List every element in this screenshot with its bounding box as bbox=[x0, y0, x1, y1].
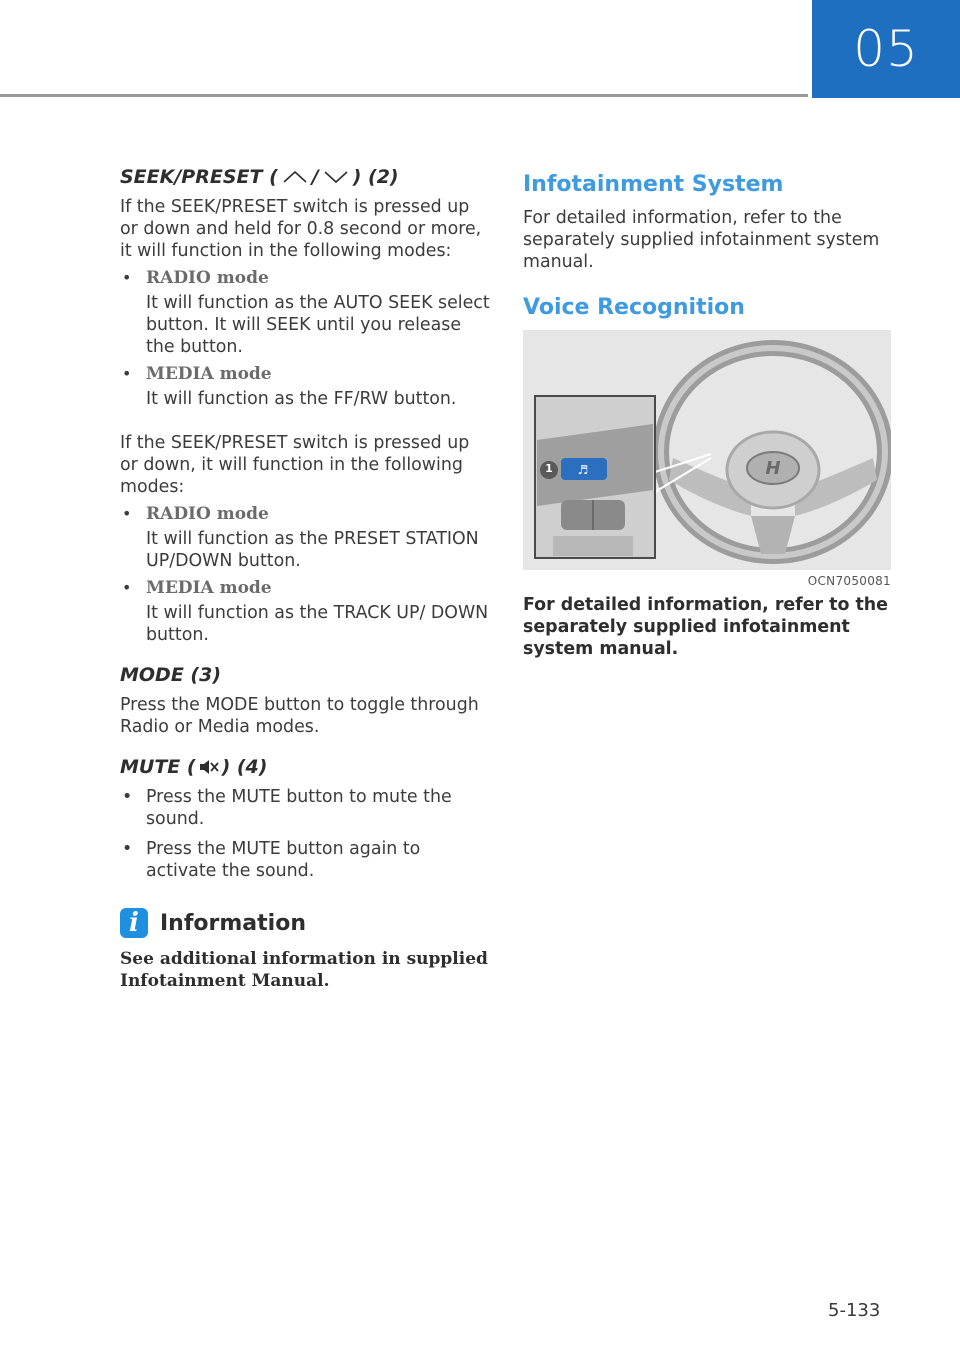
infotainment-text: For detailed information, refer to the separately supplied infotainment system manual. bbox=[523, 208, 880, 272]
mode-label: MEDIA mode bbox=[146, 578, 272, 598]
mute-heading-prefix: MUTE ( bbox=[120, 756, 196, 778]
figure-caption: OCN7050081 bbox=[807, 574, 891, 588]
hold-mode-radio-text: It will function as the AUTO SEEK select button. It will SEEK until you release the button. bbox=[146, 293, 490, 357]
bullet-dot: • bbox=[122, 839, 133, 859]
steering-wheel-figure bbox=[523, 330, 891, 570]
left-column bbox=[120, 166, 492, 992]
mute-speaker-icon bbox=[198, 757, 220, 777]
page-number: 5-133 bbox=[828, 1300, 881, 1321]
seek-hold-intro: If the SEEK/PRESET switch is pressed up or down and held for 0.8 second or more, it will function in the following modes: bbox=[120, 197, 482, 261]
seek-press-intro: If the SEEK/PRESET switch is pressed up or down, it will function in the following modes: bbox=[120, 433, 470, 497]
mode-heading: MODE (3) bbox=[120, 664, 222, 686]
seek-heading-prefix: SEEK/PRESET ( bbox=[120, 166, 278, 188]
up-arrow-icon bbox=[282, 170, 308, 184]
seek-heading-suffix: ) (2) bbox=[352, 166, 399, 188]
information-title: Information bbox=[160, 910, 306, 936]
information-text: See additional information in supplied Infotainment Manual. bbox=[120, 949, 488, 991]
bullet-dot: • bbox=[122, 787, 133, 807]
infotainment-heading: Infotainment System bbox=[523, 172, 784, 197]
press-mode-radio-text: It will function as the PRESET STATION UP/DOWN button. bbox=[146, 529, 479, 571]
figure-note: For detailed information, refer to the separately supplied infotainment system manual. bbox=[523, 595, 888, 659]
bullet-dot: • bbox=[122, 578, 132, 597]
mute-item-2 bbox=[120, 838, 492, 882]
information-header bbox=[120, 908, 492, 938]
voice-recognition-heading: Voice Recognition bbox=[523, 295, 745, 320]
press-mode-media bbox=[120, 578, 492, 598]
svg-text:♬: ♬ bbox=[577, 463, 589, 477]
steering-wheel-illustration bbox=[523, 330, 891, 570]
bullet-dot: • bbox=[122, 268, 132, 287]
hold-mode-media bbox=[120, 364, 492, 384]
mute-item-text: Press the MUTE button to mute the sound. bbox=[146, 787, 452, 829]
down-arrow-icon bbox=[323, 170, 349, 184]
svg-text:H: H bbox=[765, 458, 781, 479]
right-column bbox=[523, 166, 893, 660]
seek-heading-slash: / bbox=[311, 166, 319, 188]
mute-heading-suffix: ) (4) bbox=[221, 756, 268, 778]
mute-item-1 bbox=[120, 786, 492, 830]
bullet-dot: • bbox=[122, 364, 132, 383]
mute-heading bbox=[120, 756, 492, 778]
mode-text: Press the MODE button to toggle through Radio or Media modes. bbox=[120, 695, 479, 737]
mode-label: MEDIA mode bbox=[146, 364, 272, 384]
mode-label: RADIO mode bbox=[146, 268, 269, 288]
mode-label: RADIO mode bbox=[146, 504, 269, 524]
press-mode-media-text: It will function as the TRACK UP/ DOWN button. bbox=[146, 603, 489, 645]
mute-item-text: Press the MUTE button again to activate the sound. bbox=[146, 839, 421, 881]
header-rule bbox=[0, 94, 808, 97]
hold-mode-radio bbox=[120, 268, 492, 288]
bullet-dot: • bbox=[122, 504, 132, 523]
seek-preset-heading bbox=[120, 166, 492, 188]
information-icon: i bbox=[120, 908, 148, 938]
chapter-tab: 05 bbox=[812, 0, 960, 98]
hold-mode-media-text: It will function as the FF/RW button. bbox=[146, 389, 457, 409]
callout-number: 1 bbox=[545, 462, 553, 475]
press-mode-radio bbox=[120, 504, 492, 524]
